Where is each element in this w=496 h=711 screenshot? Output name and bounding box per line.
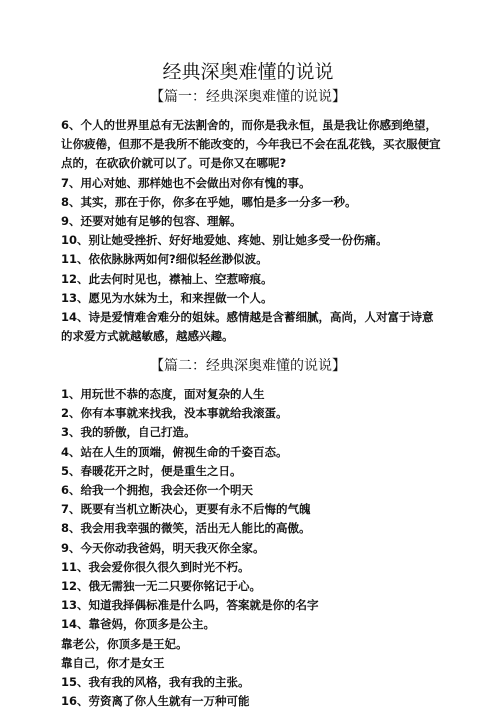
text-line: 16、劳资离了你人生就有一万种可能 [61,694,250,709]
text-line: 11、依依脉脉两如何?细似轻丝渺似波。 [61,252,268,267]
text-line: 14、靠爸妈，你顶多是公主。 [61,617,216,632]
text-line: 4、站在人生的顶端，俯视生命的千姿百态。 [61,444,288,459]
text-line: 1、用玩世不恭的态度，面对复杂的人生 [61,387,265,401]
text-line: 6、个人的世界里总有无法割舍的，而你是我永恒，虽是我让你感到绝望，让你疲倦，但那不是我所不能改变的，今年我已不会在乱花钱，买衣服便宜点的，在砍砍价就可以了。可是你又在哪呢? [61,118,441,171]
text-line: 14、诗是爱情难舍难分的姐妹。感情越是含蓄细腻，高尚，人对富于诗意的求爱方式就越敏感，越感兴趣。 [61,310,434,344]
section-body-2 [61,385,441,711]
text-line: 3、我的骄傲，自己打造。 [61,425,196,440]
text-line: 13、知道我择偶标准是什么吗，答案就是你的名字 [61,598,319,613]
text-line: 7、用心对她、那样她也不会做出对你有愧的事。 [61,175,311,190]
text-line: 12、此去何时见也，襟袖上、空惹啼痕。 [61,271,273,286]
text-line: 6、给我一个拥抱，我会还你一个明天 [61,483,253,498]
text-line: 10、别让她受挫折、好好地爱她、疼她、别让她多受一份伤痛。 [61,233,388,248]
document-title: 经典深奥难懂的说说 [162,61,334,83]
text-line: 7、既要有当机立断决心，更要有永不后悔的气魄 [61,502,311,517]
text-line: 5、春暖花开之时，便是重生之日。 [61,463,242,478]
text-line: 15、我有我的风格，我有我的主张。 [61,675,250,690]
text-line: 13、愿见为水妹为土，和来捏做一个人。 [61,290,273,305]
section-body-1 [61,116,441,346]
text-line: 11、我会爱你很久很久到时光不朽。 [61,559,250,574]
section-heading-2: 【篇二：经典深奥难懂的说说】 [150,358,346,374]
text-line: 8、我会用我幸强的微笑，活出无人能比的高傲。 [61,521,311,536]
text-line: 2、你有本事就来找我，没本事就给我滚蛋。 [61,406,288,421]
text-line: 靠自己，你才是女王 [61,655,165,670]
text-line: 靠老公，你顶多是王妃。 [61,636,188,651]
text-line: 9、还要对她有足够的包容、理解。 [61,214,242,229]
text-line: 12、俄无需独一无二只要你铭记于心。 [61,579,262,594]
text-line: 8、其实，那在于你，你多在乎她，哪怕是多一分多一秒。 [61,194,357,209]
text-line: 9、今天你动我爸妈，明天我灭你全家。 [61,540,265,555]
section-heading-1: 【篇一：经典深奥难懂的说说】 [150,89,346,105]
